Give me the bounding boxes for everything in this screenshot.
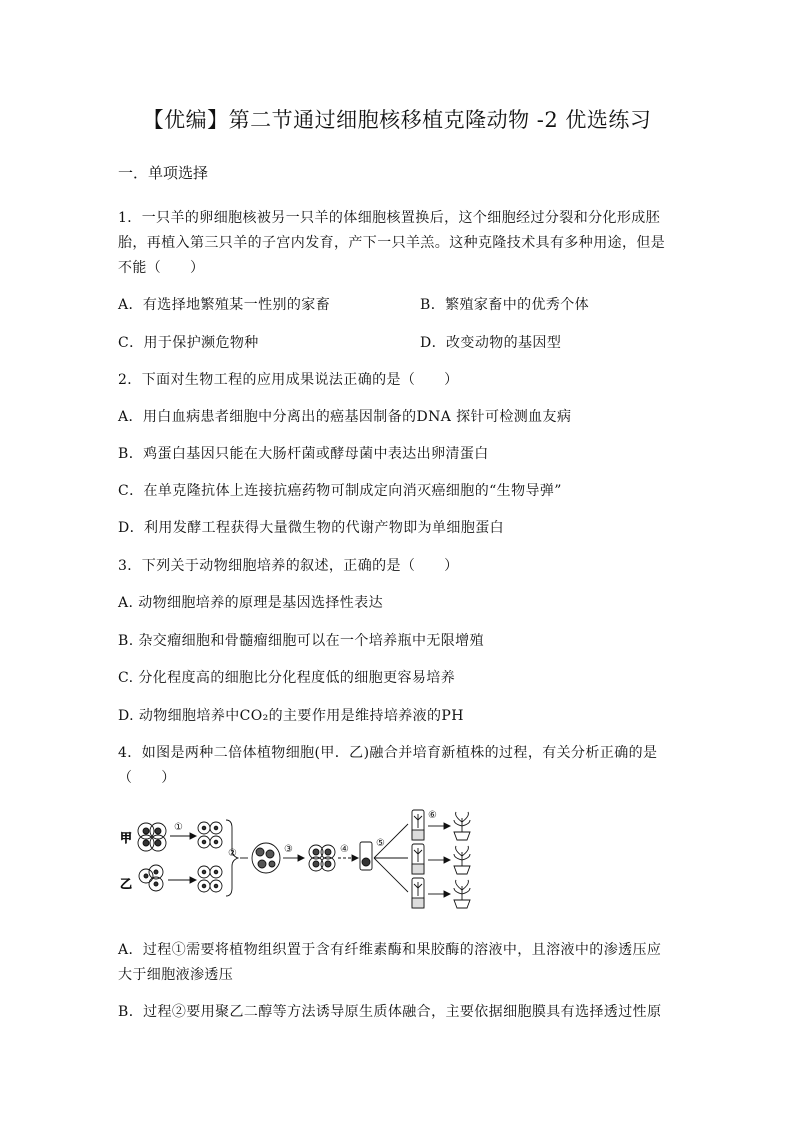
cell-jia-tissue [138,823,166,851]
step-5: ⑤ [376,838,385,849]
q3-stem: 3．下列关于动物细胞培养的叙述，正确的是（ ） [118,558,459,574]
q1-stem-line-1: 1．一只羊的卵细胞核被另一只羊的体细胞核置换后，这个细胞经过分裂和分化形成胚 [118,210,661,226]
potted-plant-bottom [454,880,470,908]
regeneration-tube-bottom [412,878,424,908]
q3-option-c: C. 分化程度高的细胞比分化程度低的细胞更容易培养 [118,670,456,686]
q1-option-a: A．有选择地繁殖某一性别的家畜 [118,297,331,313]
fused-cell [252,843,280,873]
q1-option-b: B．繁殖家畜中的优秀个体 [420,297,590,313]
q2-option-c: C．在单克隆抗体上连接抗癌药物可制成定向消灭癌细胞的“生物导弹” [118,483,562,499]
potted-plant-top [454,812,470,840]
label-jia: 甲 [120,831,133,845]
q2-stem: 2．下面对生物工程的应用成果说法正确的是（ ） [118,372,459,388]
q4-option-a-line-2: 大于细胞液渗透压 [118,967,234,983]
callus-tube [360,842,372,870]
regeneration-tube-middle [412,844,424,874]
protoplast-jia [198,822,222,848]
q4-stem-line-1: 4．如图是两种二倍体植物细胞(甲．乙)融合并培育新植株的过程，有关分析正确的是 [118,745,658,761]
regeneration-tube-top [412,810,424,840]
q1-option-c: C．用于保护濒危物种 [118,335,259,351]
hybrid-cells [309,845,335,871]
page-title: 【优编】第二节通过细胞核移植克隆动物 -2 优选练习 [142,108,652,132]
q1-stem-line-3: 不能（ ） [118,260,205,276]
cell-yi-tissue [139,865,163,891]
q4-option-a-line-1: A．过程①需要将植物组织置于含有纤维素酶和果胶酶的溶液中，且溶液中的渗透压应 [118,942,662,958]
q1-option-d: D．改变动物的基因型 [420,335,562,351]
protoplast-yi [198,866,222,892]
cell-fusion-diagram [118,806,478,916]
step-3: ③ [284,844,293,855]
q1-stem-line-2: 胎，再植入第三只羊的子宫内发育，产下一只羊羔。这种克隆技术具有多种用途，但是 [118,235,666,251]
q4-stem-line-2: （ ） [118,770,176,786]
label-yi: 乙 [120,877,133,891]
step-4: ④ [340,844,349,855]
step-2: ② [228,848,237,859]
step-6: ⑥ [428,810,437,821]
step-1: ① [174,822,183,833]
q2-option-a: A．用白血病患者细胞中分离出的癌基因制备的DNA 探针可检测血友病 [118,409,572,425]
potted-plant-middle [454,846,470,874]
q4-option-b-line-1: B．过程②要用聚乙二醇等方法诱导原生质体融合，主要依据细胞膜具有选择透过性原 [118,1004,662,1020]
q3-option-d: D. 动物细胞培养中CO₂的主要作用是维持培养液的PH [118,708,464,724]
q3-option-b: B. 杂交瘤细胞和骨髓瘤细胞可以在一个培养瓶中无限增殖 [118,633,484,649]
q3-option-a: A. 动物细胞培养的原理是基因选择性表达 [118,595,384,611]
q2-option-b: B．鸡蛋白基因只能在大肠杆菌或酵母菌中表达出卵清蛋白 [118,446,489,462]
section-heading: 一．单项选择 [118,164,209,182]
q2-option-d: D．利用发酵工程获得大量微生物的代谢产物即为单细胞蛋白 [118,520,505,536]
